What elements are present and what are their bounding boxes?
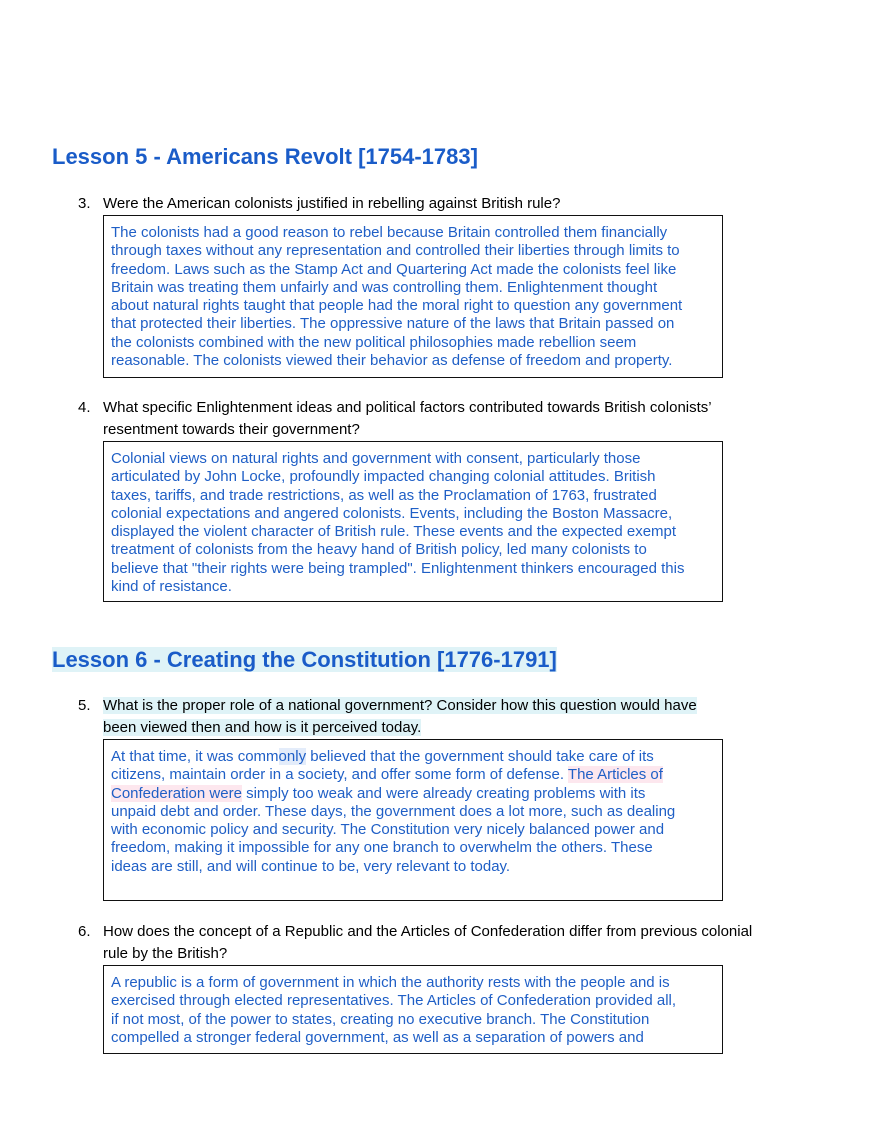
- question-text: How does the concept of a Republic and the Articles of Confederation differ from previous colonial: [103, 923, 753, 940]
- lesson-6-heading: Lesson 6 - Creating the Constitution [1776-1791]: [52, 647, 557, 672]
- answer-line: freedom. Laws such as the Stamp Act and Quartering Act made the colonists feel like: [111, 260, 677, 278]
- answer-line: exercised through elected representatives. The Articles of Confederation provided all,: [111, 992, 677, 1010]
- answer-line: through taxes without any representation and controlled their liberties through limits to: [111, 242, 680, 260]
- answer-line: with economic policy and security. The Constitution very nicely balanced power and: [111, 821, 665, 839]
- answer-line: freedom, making it impossible for any one branch to overwhelm the others. These: [111, 839, 653, 857]
- answer-box-6[interactable]: [103, 965, 723, 1054]
- answer-line: about natural rights taught that people had the moral right to question any government: [111, 297, 683, 315]
- answer-line: unpaid debt and order. These days, the government does a lot more, such as dealing: [111, 802, 676, 820]
- answer-text: simply too weak and were already creating problems with its: [241, 784, 646, 802]
- question-6: [78, 921, 798, 965]
- answer-line: if not most, of the power to states, creating no executive branch. The Constitution: [111, 1010, 650, 1028]
- question-4: [78, 397, 798, 441]
- answer-line: treatment of colonists from the heavy hand of British policy, led many colonists to: [111, 541, 647, 559]
- answer-line: that protected their liberties. The oppressive nature of the laws that Britain passed on: [111, 315, 675, 333]
- question-number: 6.: [78, 923, 91, 940]
- answer-line: believe that "their rights were being trampled". Enlightenment thinkers encouraged this: [111, 559, 685, 577]
- answer-text: At that time, it was comm: [111, 748, 279, 765]
- answer-box-3[interactable]: [103, 215, 723, 378]
- question-text: been viewed then and how is it perceived today.: [103, 719, 422, 736]
- highlighted-text: Confederation were: [111, 784, 242, 802]
- question-text: Were the American colonists justified in rebelling against British rule?: [103, 195, 561, 212]
- answer-line: the colonists combined with the new political philosophies made rebellion seem: [111, 333, 637, 351]
- question-number: 5.: [78, 697, 91, 714]
- question-number: 3.: [78, 195, 91, 212]
- question-number: 4.: [78, 399, 91, 416]
- lesson-5-heading: Lesson 5 - Americans Revolt [1754-1783]: [52, 144, 478, 169]
- answer-line: colonial expectations and angered colonists. Events, including the Boston Massacre,: [111, 504, 673, 522]
- answer-line: ideas are still, and will continue to be, very relevant to today.: [111, 857, 511, 875]
- question-text: resentment towards their government?: [103, 421, 360, 438]
- answer-line: Britain was treating them unfairly and was controlling them. Enlightenment thought: [111, 278, 658, 296]
- answer-line: reasonable. The colonists viewed their behavior as defense of freedom and property.: [111, 352, 673, 370]
- question-5: [78, 695, 798, 739]
- highlighted-text: The Articles of: [567, 766, 663, 784]
- question-text: rule by the British?: [103, 945, 228, 962]
- question-text: What specific Enlightenment ideas and political factors contributed towards British colonists’: [103, 399, 712, 416]
- question-3: [78, 193, 798, 215]
- answer-line: kind of resistance.: [111, 578, 232, 596]
- answer-text: citizens, maintain order in a society, and offer some form of defense.: [111, 766, 568, 784]
- highlighted-text: only: [278, 748, 307, 765]
- answer-line: taxes, tariffs, and trade restrictions, as well as the Proclamation of 1763, frustrated: [111, 486, 657, 504]
- question-text: What is the proper role of a national government? Consider how this question would have: [103, 697, 697, 714]
- answer-line: The colonists had a good reason to rebel because Britain controlled them financially: [111, 224, 668, 241]
- answer-line: articulated by John Locke, profoundly impacted changing colonial attitudes. British: [111, 468, 656, 486]
- answer-box-5[interactable]: [103, 739, 723, 901]
- answer-line: displayed the violent character of British rule. These events and the expected exempt: [111, 523, 677, 541]
- answer-text: believed that the government should take care of its: [306, 748, 654, 765]
- answer-box-4[interactable]: [103, 441, 723, 602]
- answer-line: compelled a stronger federal government, as well as a separation of powers and: [111, 1028, 644, 1046]
- answer-line: A republic is a form of government in which the authority rests with the people and is: [111, 974, 670, 991]
- answer-line: Colonial views on natural rights and government with consent, particularly those: [111, 450, 641, 467]
